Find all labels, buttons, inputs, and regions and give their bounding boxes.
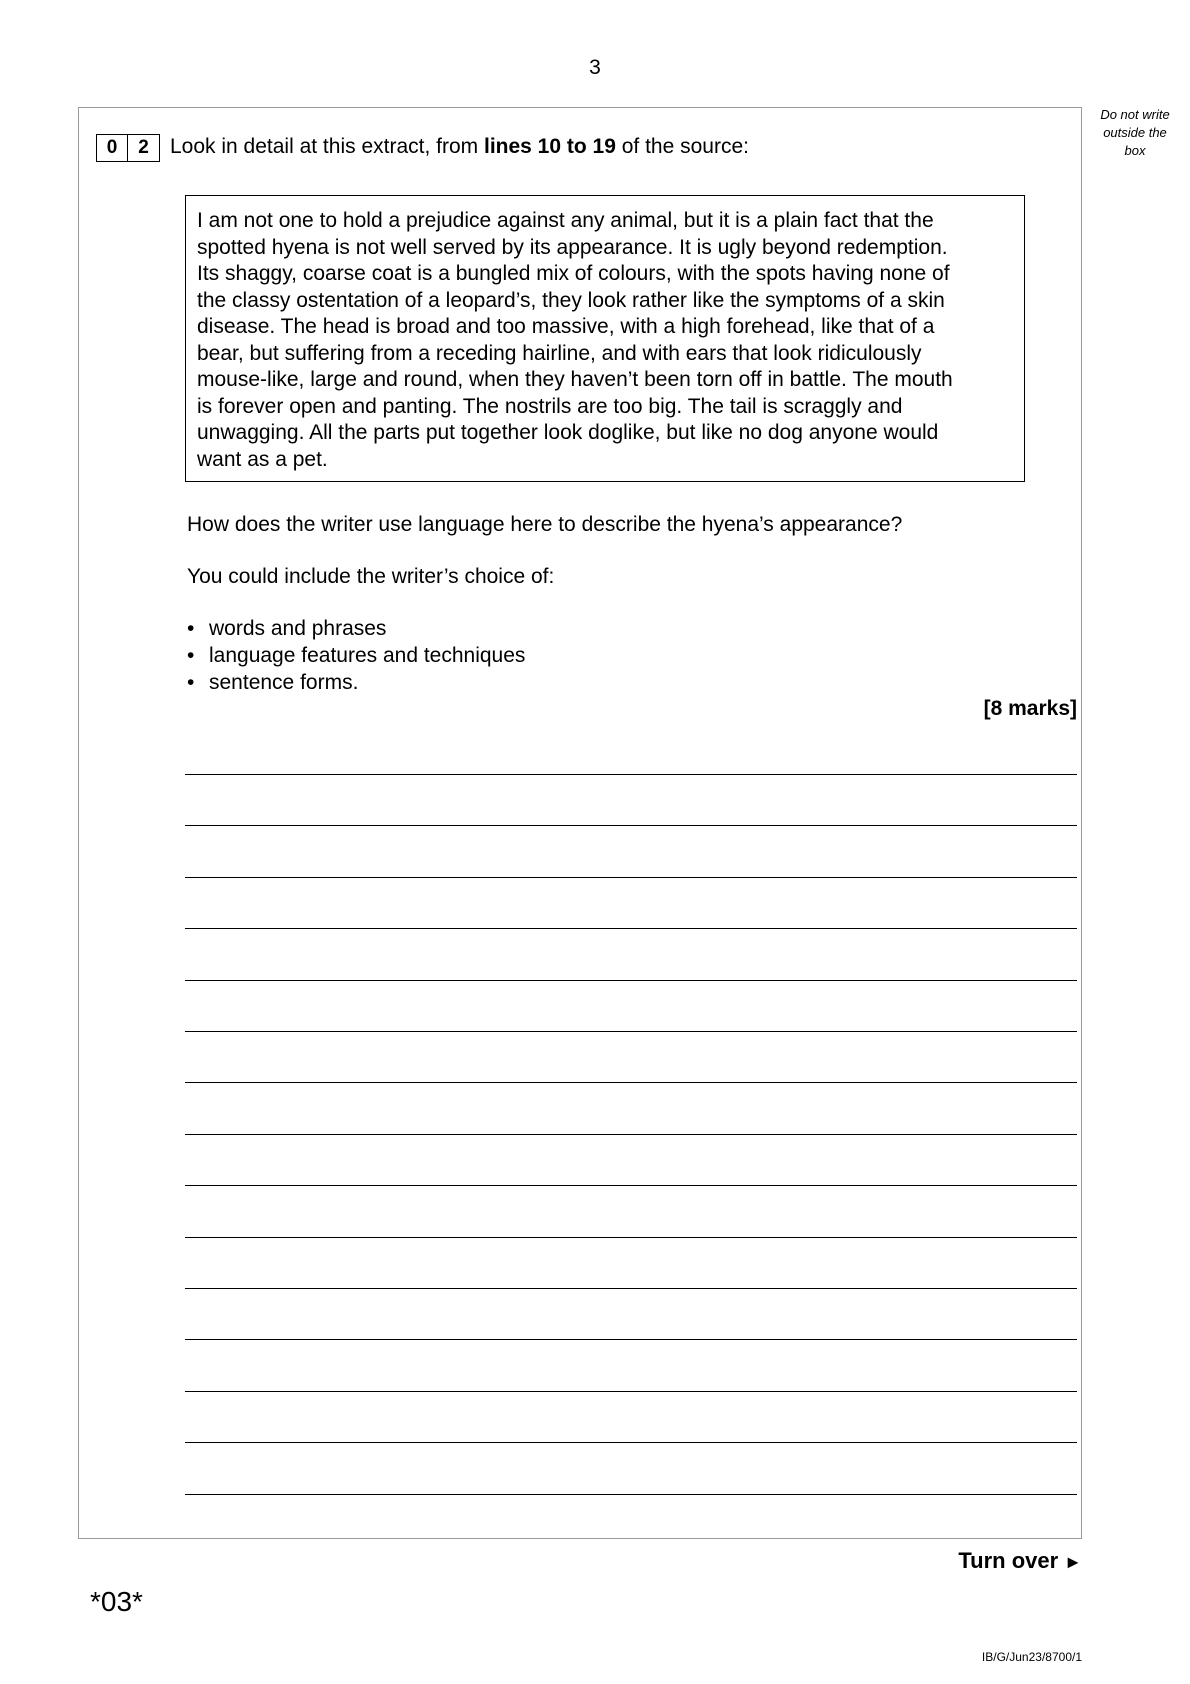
answer-line[interactable] [185,1082,1077,1083]
answer-line[interactable] [185,825,1077,826]
extract-line: bear, but suffering from a receding hairline, and with ears that look ridiculously [197,341,922,365]
triangle-right-icon: ► [1064,1552,1082,1572]
margin-note-line: outside the [1103,125,1167,140]
extract-line: I am not one to hold a prejudice against any animal, but it is a plain fact that the [197,209,934,232]
extract-line: disease. The head is broad and too massive, with a high forehead, like that of a [197,315,935,338]
source-extract [185,195,1025,482]
prompt-line-range: lines 10 to 19 [483,135,616,158]
extract-line: want as a pet. [197,447,328,471]
guidance-bullet: • language features and techniques [187,642,525,669]
prompt-text-end: of the source: [615,135,749,158]
turn-over-label: Turn over [958,1548,1059,1573]
extract-line: the classy ostentation of a leopard’s, they look rather like the symptoms of a skin [197,288,945,312]
question-number-digit: 0 [96,134,128,162]
answer-line[interactable] [185,1494,1077,1495]
answer-line[interactable] [185,877,1077,878]
margin-note-line: box [1124,143,1146,158]
extract-line: mouse-like, large and round, when they haven’t been torn off in battle. The mouth [197,368,953,391]
answer-line[interactable] [185,774,1077,775]
question-number [96,134,160,162]
guidance-intro: You could include the writer’s choice of: [187,565,555,588]
marks-label: [8 marks] [983,697,1077,720]
page-code: *03* [90,1586,143,1617]
answer-line[interactable] [185,1339,1077,1340]
answer-line[interactable] [185,1185,1077,1186]
guidance-bullet: • sentence forms. [187,669,525,696]
answer-line[interactable] [185,928,1077,929]
task-question: How does the writer use language here to describe the hyena’s appearance? [187,513,903,536]
margin-note [1090,106,1180,160]
answer-line[interactable] [185,1134,1077,1135]
question-number-digit: 2 [128,134,160,162]
question-prompt [170,135,749,159]
answer-line[interactable] [185,980,1077,981]
margin-note-line: Do not write [1100,107,1170,122]
reference-code: IB/G/Jun23/8700/1 [981,1650,1082,1664]
answer-line[interactable] [185,1288,1077,1289]
extract-line: Its shaggy, coarse coat is a bungled mix of colours, with the spots having none of [197,262,950,285]
guidance-list [187,615,525,696]
extract-line: unwagging. All the parts put together look doglike, but like no dog anyone would [197,421,939,444]
extract-line: spotted hyena is not well served by its appearance. It is ugly beyond redemption. [197,235,948,259]
prompt-text: Look in detail at this extract, from [170,135,484,158]
answer-line[interactable] [185,1237,1077,1238]
answer-line[interactable] [185,1391,1077,1392]
page-number: 3 [589,56,601,79]
answer-line[interactable] [185,1031,1077,1032]
answer-line[interactable] [185,1442,1077,1443]
guidance-bullet: • words and phrases [187,615,525,642]
turn-over [958,1548,1082,1574]
extract-line: is forever open and panting. The nostrils are too big. The tail is scraggly and [197,394,903,418]
